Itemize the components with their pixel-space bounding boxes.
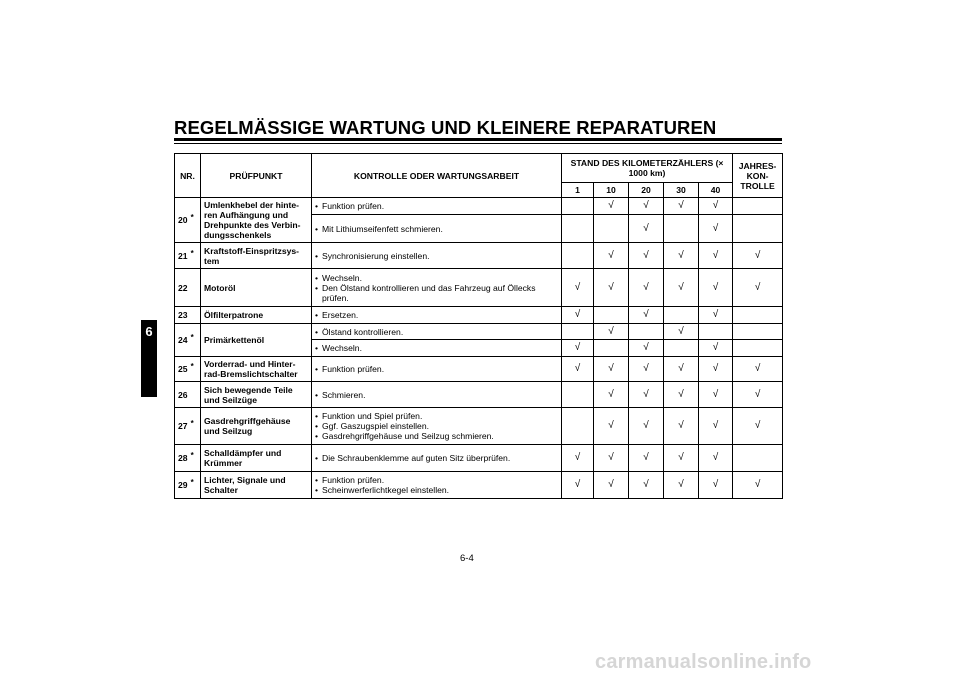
maintenance-table [174,153,783,499]
interval-check-cell [629,243,664,269]
table-row [175,269,783,307]
annual-check-cell [733,198,783,215]
row-number-text: 20 [178,215,188,225]
watermark: carmanualsonline.info [595,651,812,673]
check-mark-icon: √ [574,309,581,320]
interval-check-cell [562,215,594,243]
check-mark-icon: √ [643,363,649,374]
check-mark-icon: √ [643,342,649,353]
task-bullet: • Funktion prüfen. [315,201,558,211]
annual-check-cell [733,382,783,408]
table-row [175,382,783,408]
check-item: Gasdrehgriffgehäuse und Seilzug [201,408,312,445]
interval-check-cell [594,307,629,324]
row-number-text: 22 [178,282,188,293]
interval-check-cell [699,472,733,499]
check-mark-icon: √ [712,281,719,293]
check-mark-icon: √ [678,281,684,293]
table-row [175,445,783,472]
annual-check-cell [733,357,783,382]
row-number-text: 29 [178,480,188,490]
row-number [175,243,201,269]
interval-check-cell [562,324,594,340]
check-mark-icon: √ [643,200,649,211]
interval-check-cell [594,340,629,357]
maintenance-task [312,243,562,269]
dealer-service-marker: * [190,419,194,428]
maintenance-task [312,408,562,445]
maintenance-task [312,472,562,499]
interval-check-cell [664,243,699,269]
interval-check-cell [699,357,733,382]
row-number [175,357,201,382]
maintenance-task [312,340,562,357]
check-mark-icon: √ [712,309,719,320]
header-nr: NR. [175,154,201,198]
table-row [175,324,783,340]
check-mark-icon: √ [712,452,719,463]
check-mark-icon: √ [643,420,649,431]
check-mark-icon: √ [608,452,614,463]
check-mark-icon: √ [678,363,684,374]
interval-check-cell [562,408,594,445]
task-bullet: • Synchronisierung einstellen. [315,251,558,261]
row-number [175,198,201,243]
check-mark-icon: √ [608,249,614,261]
interval-check-cell [664,215,699,243]
check-item: Kraftstoff-Einspritzsys- tem [201,243,312,269]
interval-check-cell [629,215,664,243]
maintenance-task [312,198,562,215]
check-item: Sich bewegende Teile und Seilzüge [201,382,312,408]
interval-check-cell [594,198,629,215]
header-km-20: 20 [629,183,664,198]
task-bullet: • Schmieren. [315,390,558,400]
check-mark-icon: √ [608,325,614,337]
interval-check-cell [594,269,629,307]
check-mark-icon: √ [754,420,761,431]
row-number [175,269,201,307]
interval-check-cell [594,408,629,445]
table-row [175,198,783,215]
annual-check-cell [733,472,783,499]
row-number [175,324,201,357]
header-km-30: 30 [664,183,699,198]
interval-check-cell [562,472,594,499]
interval-check-cell [664,307,699,324]
page-number: 6-4 [460,553,474,564]
dealer-service-marker: * [190,248,194,258]
annual-check-cell [733,445,783,472]
interval-check-cell [594,243,629,269]
interval-check-cell [629,340,664,357]
check-mark-icon: √ [754,479,761,490]
dealer-service-marker: * [190,451,194,460]
check-mark-icon: √ [574,363,581,374]
interval-check-cell [699,408,733,445]
check-mark-icon: √ [608,200,614,211]
interval-check-cell [699,215,733,243]
check-mark-icon: √ [712,420,719,431]
check-mark-icon: √ [712,479,719,490]
maintenance-task [312,445,562,472]
interval-check-cell [594,357,629,382]
check-mark-icon: √ [643,309,649,320]
task-bullet: • Ersetzen. [315,310,558,320]
check-mark-icon: √ [754,363,761,374]
row-number [175,408,201,445]
annual-check-cell [733,215,783,243]
chapter-tab: 6 [141,320,157,397]
check-mark-icon: √ [712,342,719,353]
interval-check-cell [664,324,699,340]
interval-check-cell [664,382,699,408]
table-row [175,243,783,269]
check-mark-icon: √ [712,363,719,374]
maintenance-task [312,324,562,340]
interval-check-cell [594,382,629,408]
interval-check-cell [664,198,699,215]
interval-check-cell [562,445,594,472]
check-item: Motoröl [201,269,312,307]
header-annual: JAHRES- KON- TROLLE [733,154,783,198]
row-number [175,472,201,499]
check-mark-icon: √ [608,388,614,400]
row-number-text: 24 [178,335,188,345]
table-row [175,408,783,445]
check-mark-icon: √ [643,479,649,490]
interval-check-cell [629,408,664,445]
check-mark-icon: √ [678,200,684,211]
interval-check-cell [562,269,594,307]
interval-check-cell [594,324,629,340]
interval-check-cell [594,445,629,472]
annual-check-cell [733,243,783,269]
title-rule-thick [174,138,782,141]
interval-check-cell [699,340,733,357]
interval-check-cell [629,269,664,307]
check-mark-icon: √ [608,363,614,374]
check-mark-icon: √ [754,249,761,261]
check-mark-icon: √ [574,452,581,463]
check-mark-icon: √ [678,452,684,463]
maintenance-task [312,307,562,324]
check-mark-icon: √ [712,249,719,261]
interval-check-cell [629,445,664,472]
title-rule-thin [174,143,782,144]
interval-check-cell [699,243,733,269]
check-item: Umlenkhebel der hinte- ren Aufhängung und Drehpunkte des Verbin- dungsschenkels [201,198,312,243]
task-bullet: • Ggf. Gaszugspiel einstellen. [315,421,558,431]
interval-check-cell [594,472,629,499]
dealer-service-marker: * [190,213,194,222]
interval-check-cell [562,340,594,357]
check-mark-icon: √ [574,479,581,490]
row-number-text: 23 [178,310,188,320]
interval-check-cell [629,198,664,215]
interval-check-cell [562,307,594,324]
check-mark-icon: √ [608,420,614,431]
row-number [175,307,201,324]
interval-check-cell [699,382,733,408]
check-mark-icon: √ [678,420,684,431]
check-mark-icon: √ [608,281,614,293]
interval-check-cell [699,198,733,215]
dealer-service-marker: * [190,333,194,342]
check-item: Primärkettenöl [201,324,312,357]
header-item: PRÜFPUNKT [201,154,312,198]
task-bullet: • Funktion und Spiel prüfen. [315,411,558,421]
check-item: Vorderrad- und Hinter- rad-Bremslichtschalter [201,357,312,382]
annual-check-cell [733,408,783,445]
interval-check-cell [629,357,664,382]
table-row [175,307,783,324]
task-bullet: • Scheinwerferlichtkegel einstellen. [315,485,558,495]
interval-check-cell [562,243,594,269]
check-mark-icon: √ [643,222,649,234]
check-item: Ölfilterpatrone [201,307,312,324]
table-row [175,472,783,499]
check-mark-icon: √ [712,388,719,400]
check-mark-icon: √ [678,388,684,400]
maintenance-task [312,382,562,408]
check-mark-icon: √ [643,388,649,400]
check-mark-icon: √ [608,479,614,490]
interval-check-cell [594,215,629,243]
dealer-service-marker: * [190,362,194,371]
interval-check-cell [664,408,699,445]
check-mark-icon: √ [574,281,581,293]
maintenance-task [312,215,562,243]
interval-check-cell [664,357,699,382]
maintenance-task [312,357,562,382]
interval-check-cell [562,382,594,408]
dealer-service-marker: * [190,478,194,487]
task-bullet: • Funktion prüfen. [315,364,558,374]
header-task: KONTROLLE ODER WARTUNGSARBEIT [312,154,562,198]
table-row [175,357,783,382]
annual-check-cell [733,324,783,340]
row-number [175,445,201,472]
task-bullet: • Wechseln. [315,273,558,283]
page-title: REGELMÄSSIGE WARTUNG UND KLEINERE REPARATUREN [174,117,717,138]
task-bullet: • Mit Lithiumseifenfett schmieren. [315,224,558,234]
interval-check-cell [664,472,699,499]
check-mark-icon: √ [643,281,649,293]
interval-check-cell [629,472,664,499]
interval-check-cell [699,307,733,324]
task-bullet: • Funktion prüfen. [315,475,558,485]
check-mark-icon: √ [574,342,581,353]
interval-check-cell [562,357,594,382]
check-mark-icon: √ [754,388,761,400]
check-item: Lichter, Signale und Schalter [201,472,312,499]
interval-check-cell [629,382,664,408]
check-mark-icon: √ [712,222,719,234]
header-km-40: 40 [699,183,733,198]
task-bullet: • Ölstand kontrollieren. [315,327,558,337]
maintenance-task [312,269,562,307]
task-bullet: • Die Schraubenklemme auf guten Sitz überprüfen. [315,453,558,463]
interval-check-cell [562,198,594,215]
task-bullet: • Wechseln. [315,343,558,353]
annual-check-cell [733,269,783,307]
annual-check-cell [733,340,783,357]
interval-check-cell [699,445,733,472]
header-odometer: STAND DES KILOMETERZÄHLERS (× 1000 km) [562,154,733,183]
check-mark-icon: √ [754,281,761,293]
row-number-text: 28 [178,453,188,463]
interval-check-cell [664,340,699,357]
maintenance-rows [175,198,783,499]
row-number-text: 21 [178,250,188,261]
interval-check-cell [629,324,664,340]
interval-check-cell [664,269,699,307]
check-item: Schalldämpfer und Krümmer [201,445,312,472]
row-number-text: 27 [178,421,188,431]
header-km-1: 1 [562,183,594,198]
check-mark-icon: √ [643,249,649,261]
check-mark-icon: √ [712,200,719,211]
row-number-text: 26 [178,389,188,400]
check-mark-icon: √ [643,452,649,463]
row-number-text: 25 [178,364,188,374]
interval-check-cell [664,445,699,472]
interval-check-cell [699,269,733,307]
row-number [175,382,201,408]
interval-check-cell [699,324,733,340]
task-bullet: • Den Ölstand kontrollieren und das Fahrzeug auf Öllecks prüfen. [315,283,558,303]
check-mark-icon: √ [678,479,684,490]
check-mark-icon: √ [678,249,684,261]
annual-check-cell [733,307,783,324]
interval-check-cell [629,307,664,324]
task-bullet: • Gasdrehgriffgehäuse und Seilzug schmieren. [315,431,558,441]
check-mark-icon: √ [678,325,684,337]
header-km-10: 10 [594,183,629,198]
